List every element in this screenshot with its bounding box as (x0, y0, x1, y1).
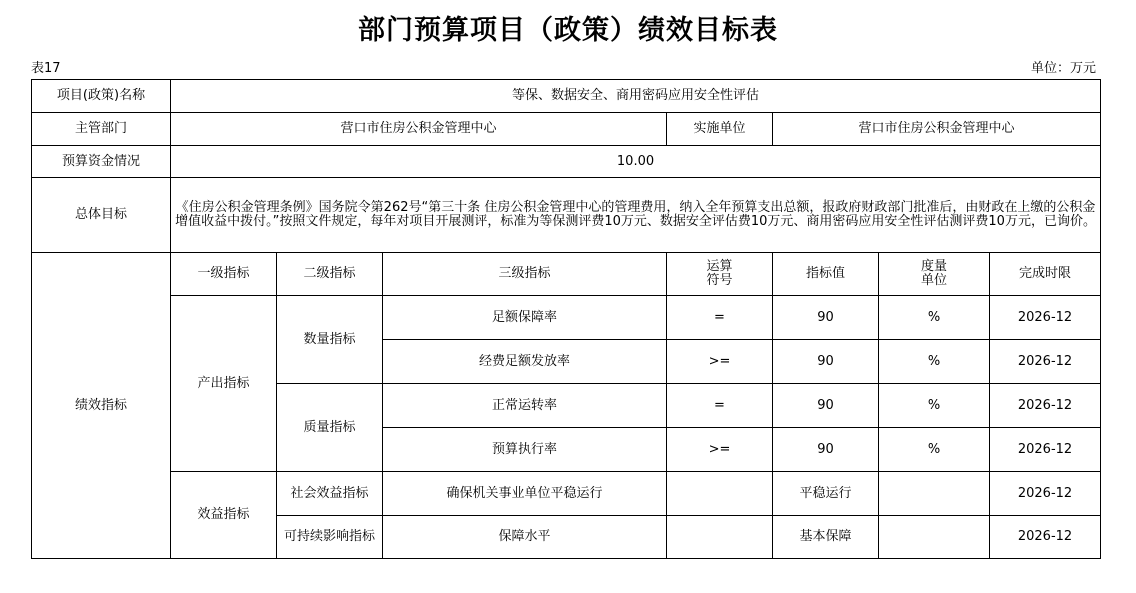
overall-goal-row (32, 178, 1101, 253)
indicator-operator (667, 472, 773, 516)
indicator-unit: % (879, 340, 990, 384)
header-operator: 运算符号 (667, 253, 773, 296)
header-level3: 三级指标 (383, 253, 667, 296)
indicator-deadline: 2026-12 (990, 340, 1101, 384)
project-name-label: 项目(政策)名称 (32, 80, 171, 113)
indicator-name: 正常运转率 (383, 384, 667, 428)
indicator-value: 90 (773, 296, 879, 340)
header-level2: 二级指标 (277, 253, 383, 296)
overall-goal-text: 《住房公积金管理条例》国务院令第262号“第三十条 住房公积金管理中心的管理费用，纳入全年预算支出总额，报政府财政部门批准后，由财政在上缴的公积金增值收益中拨付。”按照文件规定，每年对项目开展测评，标准为等保测评费10万元、数据安全评估费10万元、商用密码应用安全性评估测评费10万元，已询价。 (171, 178, 1101, 253)
indicator-value: 平稳运行 (773, 472, 879, 516)
quality-indicator-label: 质量指标 (277, 384, 383, 472)
header-deadline: 完成时限 (990, 253, 1101, 296)
header-target: 指标值 (773, 253, 879, 296)
budget-value: 10.00 (171, 146, 1101, 178)
indicator-name: 保障水平 (383, 516, 667, 559)
indicator-unit: % (879, 428, 990, 472)
budget-row (32, 146, 1101, 178)
indicator-value: 90 (773, 340, 879, 384)
indicator-operator: = (667, 384, 773, 428)
overall-goal-label: 总体目标 (32, 178, 171, 253)
indicator-value: 90 (773, 384, 879, 428)
indicator-name: 经费足额发放率 (383, 340, 667, 384)
indicator-operator: >= (667, 340, 773, 384)
benefit-indicator-label: 效益指标 (171, 472, 277, 559)
sustainable-impact-label: 可持续影响指标 (277, 516, 383, 559)
indicator-deadline: 2026-12 (990, 516, 1101, 559)
indicator-operator: >= (667, 428, 773, 472)
table-number: 表17 (31, 61, 61, 76)
indicator-value: 90 (773, 428, 879, 472)
indicator-unit: % (879, 384, 990, 428)
indicator-name: 足额保障率 (383, 296, 667, 340)
indicator-header-row (32, 253, 1101, 296)
indicator-name: 确保机关事业单位平稳运行 (383, 472, 667, 516)
unit-label: 单位：万元 (1030, 61, 1096, 76)
project-name-row (32, 80, 1101, 113)
department-row (32, 113, 1101, 146)
budget-label: 预算资金情况 (32, 146, 171, 178)
indicator-value: 基本保障 (773, 516, 879, 559)
department-value: 营口市住房公积金管理中心 (171, 113, 667, 146)
table-row (32, 472, 1101, 516)
implementing-unit-label: 实施单位 (667, 113, 773, 146)
project-name-value: 等保、数据安全、商用密码应用安全性评估 (171, 80, 1101, 113)
department-label: 主管部门 (32, 113, 171, 146)
indicator-deadline: 2026-12 (990, 296, 1101, 340)
performance-label: 绩效指标 (32, 253, 171, 559)
indicator-deadline: 2026-12 (990, 428, 1101, 472)
indicator-deadline: 2026-12 (990, 384, 1101, 428)
output-indicator-label: 产出指标 (171, 296, 277, 472)
implementing-unit-value: 营口市住房公积金管理中心 (773, 113, 1101, 146)
indicator-operator: = (667, 296, 773, 340)
page-title: 部门预算项目（政策）绩效目标表 (358, 15, 778, 46)
table-row (32, 296, 1101, 340)
indicator-name: 预算执行率 (383, 428, 667, 472)
indicator-unit: % (879, 296, 990, 340)
performance-target-table (31, 79, 1101, 559)
social-benefit-label: 社会效益指标 (277, 472, 383, 516)
indicator-deadline: 2026-12 (990, 472, 1101, 516)
header-unit: 度量单位 (879, 253, 990, 296)
indicator-unit (879, 516, 990, 559)
indicator-operator (667, 516, 773, 559)
quantity-indicator-label: 数量指标 (277, 296, 383, 384)
indicator-unit (879, 472, 990, 516)
header-level1: 一级指标 (171, 253, 277, 296)
